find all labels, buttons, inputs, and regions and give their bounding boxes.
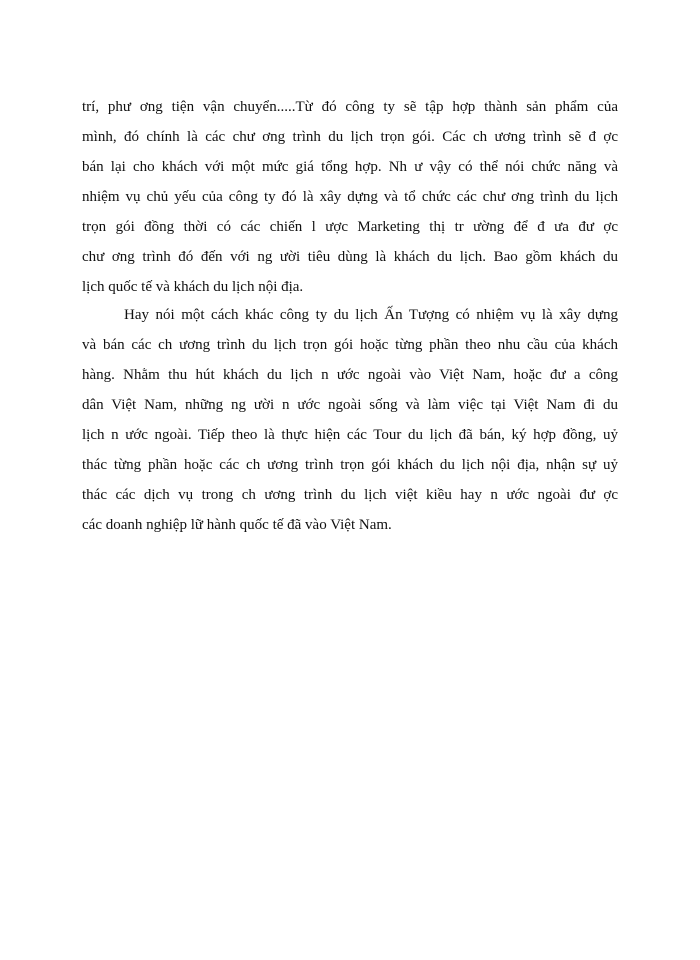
paragraph-1-line-7: lịch quốc tế và khách du lịch nội địa.: [82, 279, 304, 295]
paragraph-1-line-5: trọn gói đồng thời có các chiến l ược Marketing thị tr ường để đ ưa đư ợc: [82, 219, 618, 235]
paragraph-1: [82, 92, 618, 302]
paragraph-2-line-7: thác các dịch vụ trong ch ương trình du lịch việt kiều hay n ước ngoài đư ợc: [82, 487, 618, 503]
paragraph-1-line-6: chư ơng trình đó đến với ng ười tiêu dùng là khách du lịch. Bao gồm khách du: [82, 249, 618, 265]
paragraph-2-line-5: lịch n ước ngoài. Tiếp theo là thực hiện các Tour du lịch đã bán, ký hợp đồng, uỷ: [82, 427, 618, 443]
paragraph-1-line-4: nhiệm vụ chủ yếu của công ty đó là xây dựng và tổ chức các chư ơng trình du lịch: [82, 189, 618, 205]
paragraph-1-line-3: bán lại cho khách với một mức giá tổng hợp. Nh ư vậy có thể nói chức năng và: [82, 159, 618, 175]
paragraph-1-line-1: trí, phư ơng tiện vận chuyển.....Từ đó công ty sẽ tập hợp thành sản phẩm của: [82, 99, 618, 115]
paragraph-2-line-4: dân Việt Nam, những ng ười n ước ngoài sống và làm việc tại Việt Nam đi du: [82, 397, 618, 413]
paragraph-1-line-2: mình, đó chính là các chư ơng trình du lịch trọn gói. Các ch ương trình sẽ đ ợc: [82, 129, 618, 145]
paragraph-2: [82, 300, 618, 540]
paragraph-2-line-8: các doanh nghiệp lữ hành quốc tế đã vào Việt Nam.: [82, 517, 392, 533]
paragraph-2-line-6: thác từng phần hoặc các ch ương trình trọn gói khách du lịch nội địa, nhận sự uỷ: [82, 457, 618, 473]
paragraph-2-line-2: và bán các ch ương trình du lịch trọn gói hoặc từng phần theo nhu cầu của khách: [82, 337, 618, 353]
paragraph-2-line-3: hàng. Nhằm thu hút khách du lịch n ước ngoài vào Việt Nam, hoặc đư a công: [82, 367, 618, 383]
paragraph-2-line-1: Hay nói một cách khác công ty du lịch Ấn Tượng có nhiệm vụ là xây dựng: [124, 307, 618, 323]
